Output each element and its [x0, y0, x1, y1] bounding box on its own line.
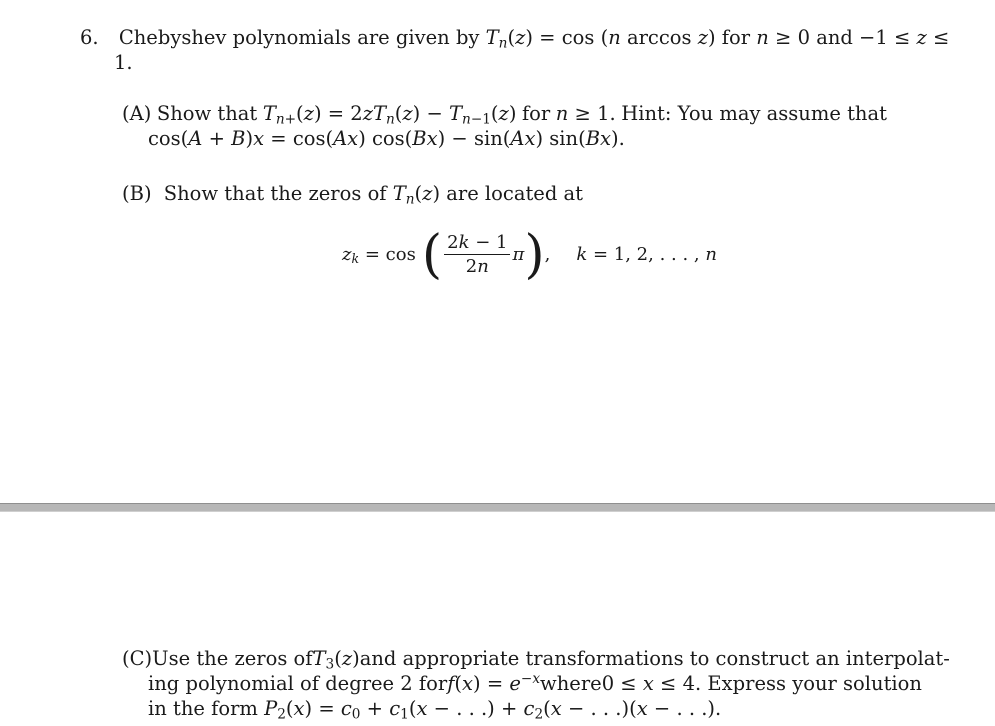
part-c-text-3: in the form: [148, 697, 258, 720]
part-c-where: where: [540, 672, 602, 695]
part-c-text-1: Use the zeros of: [152, 647, 313, 670]
part-a-for: for: [521, 102, 551, 125]
problem-intro-line: 6. Chebyshev polynomials are given by $T_n(z) = \cos (n$ arccos z) for n ≥ 0 and −1 ≤ z ≤: [80, 26, 950, 52]
part-a-identity: cos(A + B)x = cos(Ax) cos(Bx) − sin(Ax) sin(Bx).: [148, 127, 625, 150]
intro-and: and: [816, 26, 853, 49]
part-c-text-1-end: and appropriate transformations to construct an interpolat-: [359, 647, 950, 670]
part-b-label: (B): [122, 182, 152, 205]
part-a-show: Show that: [156, 102, 258, 125]
page-separator: [0, 503, 995, 512]
part-b-text-end: are located at: [446, 182, 583, 205]
zeros-fraction: $\frac{2k - 1}{2n}$: [444, 234, 510, 276]
recurrence-formula: $T_{n+}(z) = 2zT_n(z) - T_{n-1}(z)$: [262, 102, 517, 128]
part-b-line: (B) Show that the zeros of $T_n(z)$ are located at: [122, 182, 583, 208]
part-a-label: (A): [122, 102, 152, 125]
part-a-hint: Hint: You may assume that: [621, 102, 887, 125]
part-a-line-1: (A) Show that $T_{n+}(z) = 2zT_n(z) - T_{n-1}(z)$ for n ≥ 1. Hint: You may assume that: [122, 102, 887, 128]
part-c-label: (C): [122, 647, 153, 670]
part-b-text: Show that the zeros of: [163, 182, 387, 205]
part-c-line-3: in the form $P_2(x) = c_0 + c_1(x$ − . . .) + $c_2(x$ − . . .)(x − . . .).: [148, 697, 722, 723]
part-c-text-2-end: . Express your solution: [695, 672, 922, 695]
chebyshev-definition: $T_n$: [485, 26, 508, 52]
part-c-line-2: ing polynomial of degree 2 for $f(x) = e^{-x}$ where 0 ≤ x ≤ 4. Express your solution: [148, 671, 922, 695]
intro-for: for: [721, 26, 751, 49]
problem-intro-end: 1.: [114, 51, 133, 74]
problem-intro-text: Chebyshev polynomials are given by: [118, 26, 480, 49]
part-c-line-1: (C) Use the zeros of $T_3(z)$ and appropriate transformations to construct an interpolat-: [122, 647, 950, 673]
problem-number: 6.: [80, 26, 99, 49]
part-c-text-2: ing polynomial of degree 2 for: [148, 672, 448, 695]
zeros-formula: $z_k = \cos$ ( $\frac{2k - 1}{2n}$ π ) , k = 1, 2, . . . , n: [342, 225, 717, 285]
